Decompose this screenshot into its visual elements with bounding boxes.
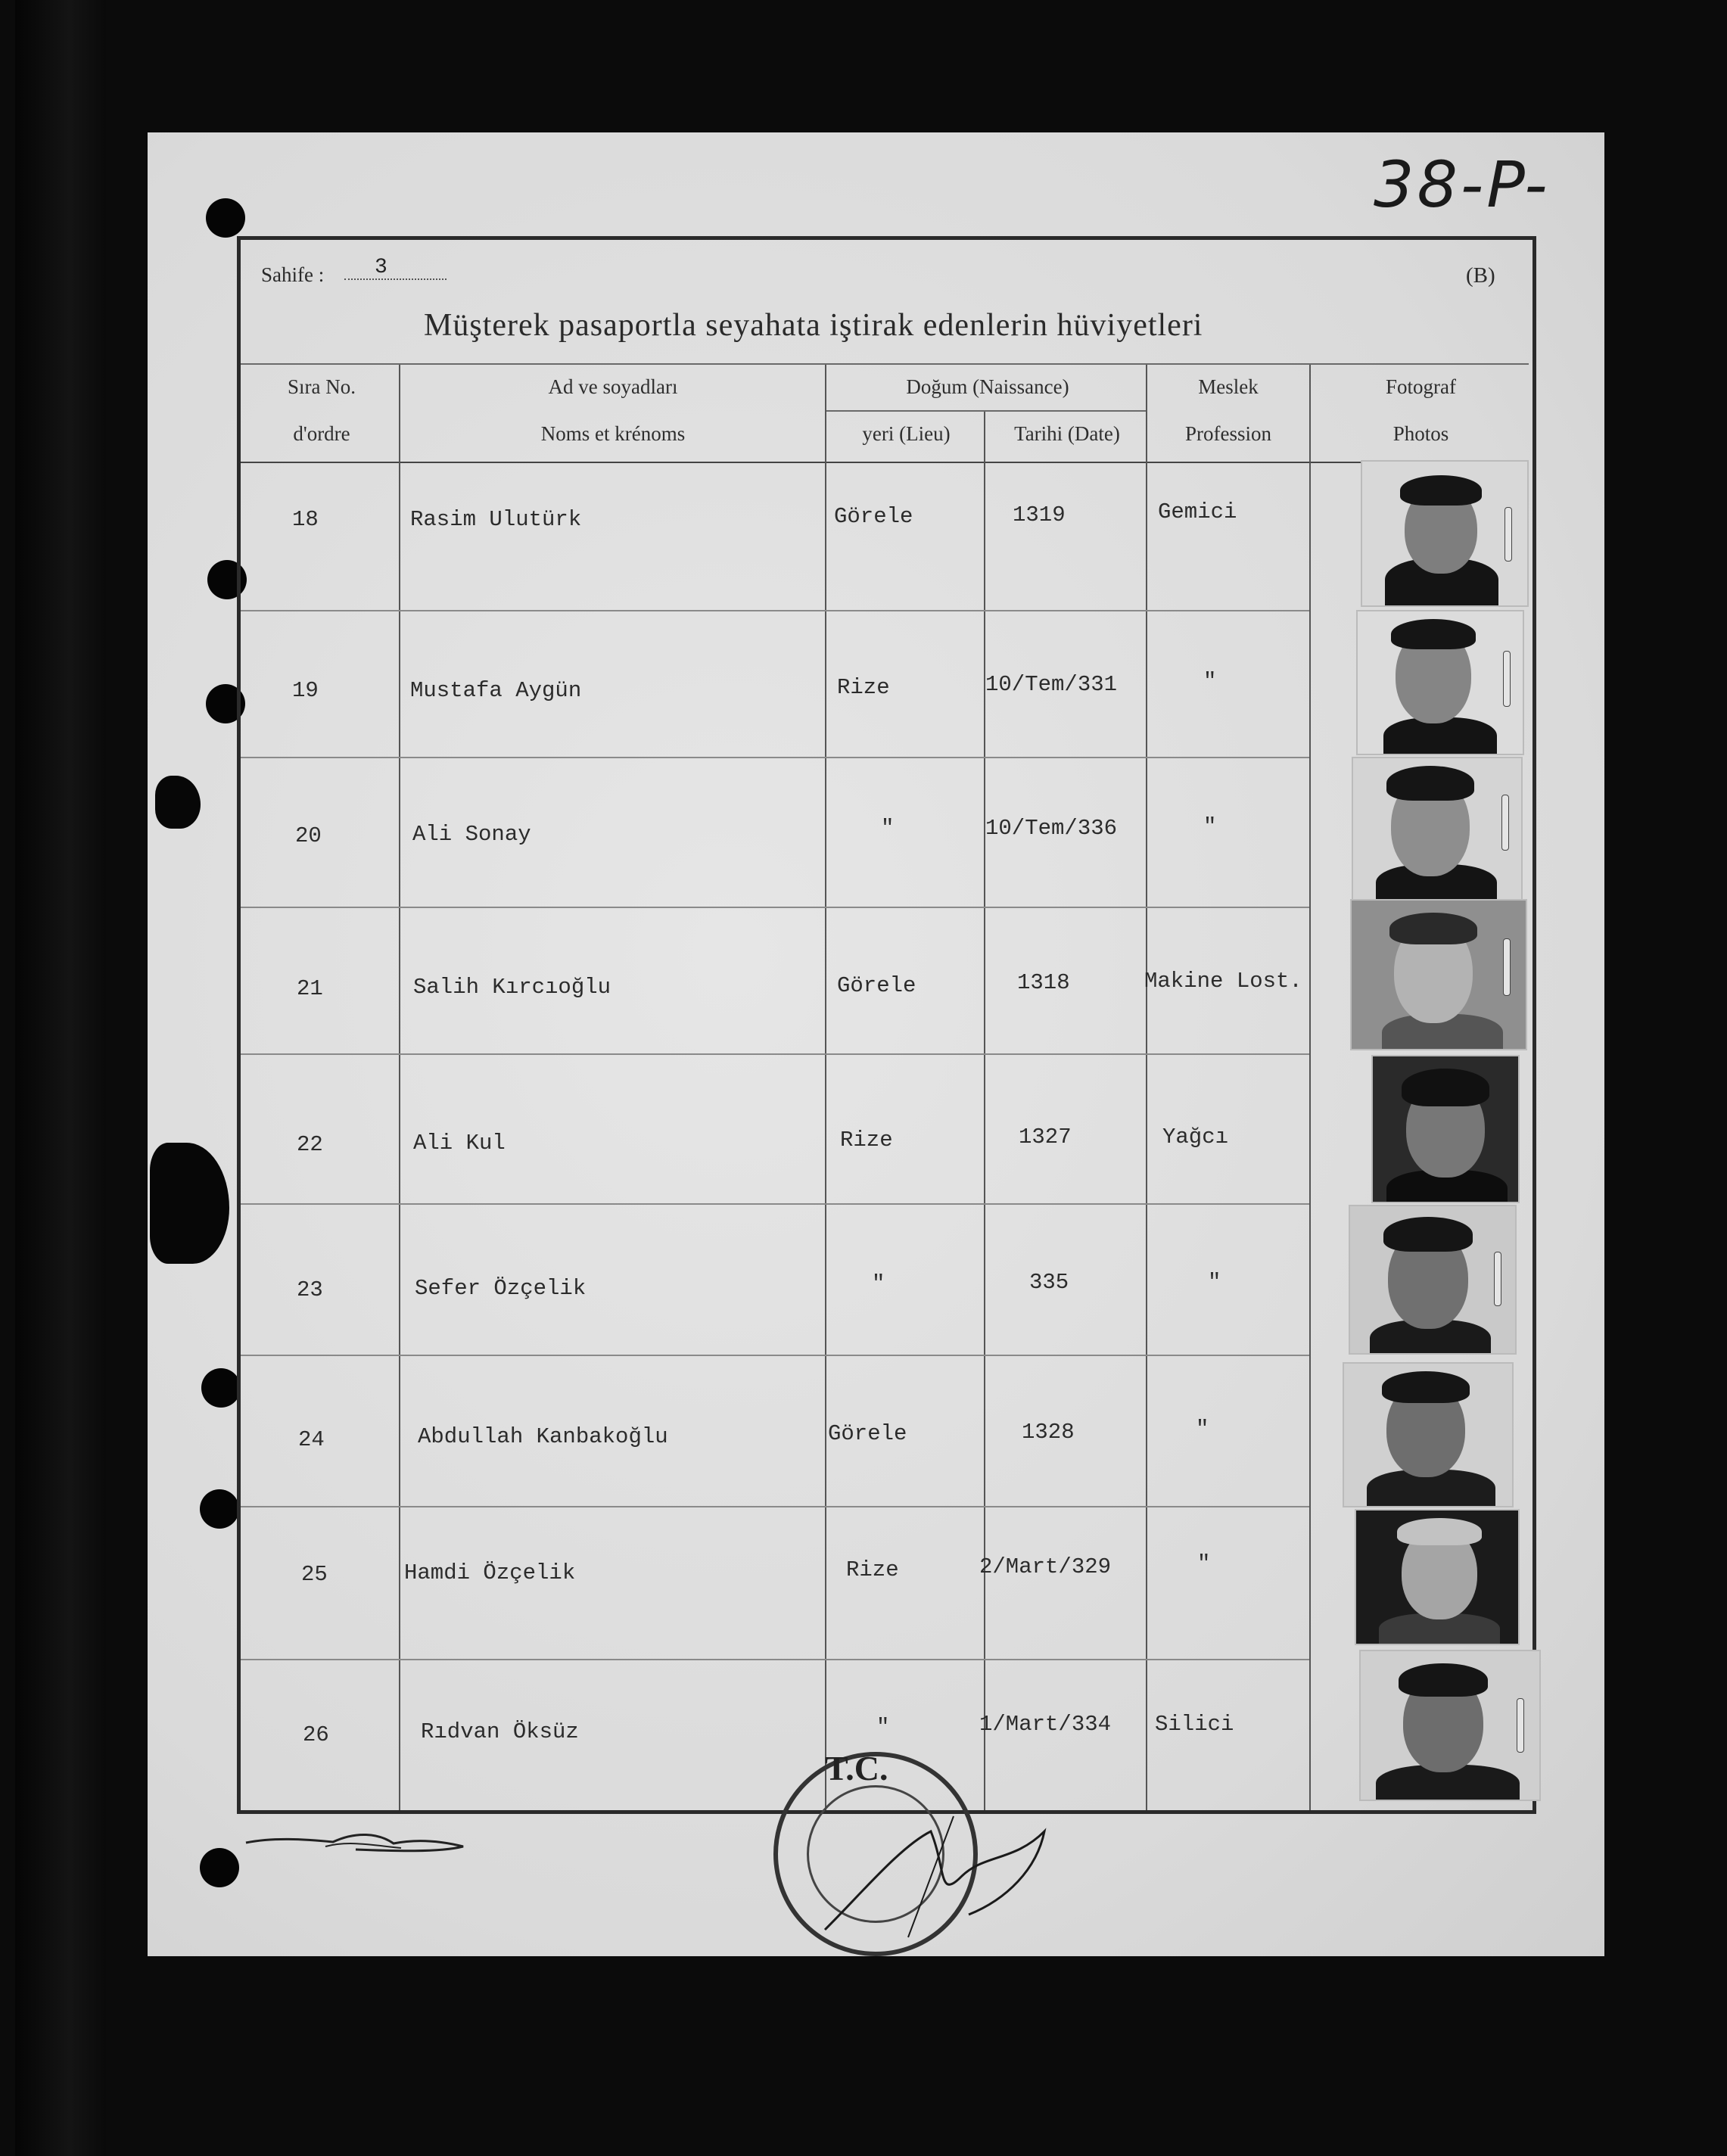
form-title: Müşterek pasaportla seyahata iştirak edenlerin hüviyetleri xyxy=(424,308,1203,343)
row-rule xyxy=(241,907,1309,908)
column-rule xyxy=(1146,365,1147,1810)
row-19-name: Mustafa Aygün xyxy=(410,678,582,703)
column-rule xyxy=(825,365,826,1810)
column-rule xyxy=(1309,365,1311,1810)
row-21-name: Salih Kırcıoğlu xyxy=(413,975,611,1000)
row-24-number: 24 xyxy=(298,1427,325,1452)
row-23-name: Sefer Özçelik xyxy=(415,1276,587,1301)
signature-right xyxy=(817,1801,1060,1952)
row-18-name: Rasim Ulutürk xyxy=(410,507,582,532)
row-18-profession: Gemici xyxy=(1158,499,1237,524)
row-rule xyxy=(241,1506,1309,1507)
row-26-profession: Silici xyxy=(1155,1712,1234,1737)
punch-hole xyxy=(206,198,245,238)
row-18-date: 1319 xyxy=(1013,502,1066,527)
row-24-place: Görele xyxy=(828,1421,907,1446)
header-birth: Doğum (Naissance) xyxy=(906,375,1069,398)
row-20-place: " xyxy=(881,816,895,841)
row-23-place: " xyxy=(872,1271,885,1296)
row-23-photo xyxy=(1349,1205,1517,1355)
row-19-number: 19 xyxy=(292,678,319,703)
row-21-place: Görele xyxy=(837,973,916,998)
row-20-photo xyxy=(1352,757,1523,905)
header-place: yeri (Lieu) xyxy=(862,422,951,445)
row-26-place: " xyxy=(876,1715,890,1740)
scan-border xyxy=(15,0,106,2156)
row-22-number: 22 xyxy=(297,1132,323,1157)
row-25-number: 25 xyxy=(301,1562,328,1587)
row-rule xyxy=(241,1203,1309,1205)
row-25-profession: " xyxy=(1197,1551,1211,1576)
row-rule xyxy=(241,1355,1309,1356)
row-21-profession: Makine Lost. xyxy=(1144,969,1302,994)
row-20-number: 20 xyxy=(295,823,322,848)
column-rule xyxy=(399,365,400,1810)
row-24-profession: " xyxy=(1196,1417,1209,1442)
row-22-profession: Yağcı xyxy=(1162,1125,1229,1150)
header-order-fr: d'ordre xyxy=(293,422,350,445)
header-photo-fr: Photos xyxy=(1392,422,1449,445)
row-26-date: 1/Mart/334 xyxy=(979,1712,1112,1737)
row-19-date: 10/Tem/331 xyxy=(985,672,1118,697)
row-rule xyxy=(241,1053,1309,1055)
row-19-place: Rize xyxy=(837,675,890,700)
header-bottom-rule xyxy=(241,462,1529,463)
header-name-fr: Noms et krénoms xyxy=(540,422,686,445)
header-profession-fr: Profession xyxy=(1185,422,1271,445)
signature-left xyxy=(242,1824,469,1862)
row-20-date: 10/Tem/336 xyxy=(985,816,1118,841)
row-22-date: 1327 xyxy=(1019,1125,1072,1150)
row-19-profession: " xyxy=(1203,669,1217,694)
row-rule xyxy=(241,1659,1309,1660)
row-25-place: Rize xyxy=(846,1557,899,1582)
page-dotted-line xyxy=(344,278,447,280)
row-23-profession: " xyxy=(1208,1270,1221,1295)
row-18-photo xyxy=(1361,460,1529,607)
row-22-photo xyxy=(1371,1055,1520,1203)
row-23-date: 335 xyxy=(1029,1270,1069,1295)
row-22-name: Ali Kul xyxy=(413,1131,506,1156)
row-rule xyxy=(241,610,1309,611)
punch-hole xyxy=(200,1848,239,1887)
row-21-photo xyxy=(1350,899,1527,1050)
row-24-name: Abdullah Kanbakoğlu xyxy=(418,1424,668,1449)
row-22-place: Rize xyxy=(840,1128,893,1153)
page-label: Sahife : xyxy=(261,263,325,286)
reference-note: 38-P- xyxy=(1374,148,1551,222)
row-25-name: Hamdi Özçelik xyxy=(404,1560,576,1585)
row-rule xyxy=(241,757,1309,758)
header-profession-tr: Meslek xyxy=(1198,375,1259,398)
birth-subheader-rule xyxy=(826,410,1147,412)
header-top-rule xyxy=(241,363,1529,365)
punch-hole xyxy=(201,1368,241,1408)
punch-hole xyxy=(200,1489,239,1529)
row-26-number: 26 xyxy=(303,1722,329,1747)
row-25-photo xyxy=(1355,1509,1520,1645)
row-24-date: 1328 xyxy=(1022,1420,1075,1445)
seal-letters: T.C. xyxy=(825,1749,888,1787)
header-photo-tr: Fotograf xyxy=(1386,375,1456,398)
row-20-profession: " xyxy=(1203,814,1217,839)
row-21-number: 21 xyxy=(297,976,323,1001)
header-date: Tarihi (Date) xyxy=(1014,422,1120,445)
row-24-photo xyxy=(1343,1362,1514,1507)
row-26-photo xyxy=(1359,1650,1541,1801)
form-code: (B) xyxy=(1466,263,1495,288)
header-order-tr: Sıra No. xyxy=(288,375,356,398)
row-25-date: 2/Mart/329 xyxy=(979,1554,1112,1579)
header-name-tr: Ad ve soyadları xyxy=(548,375,678,398)
row-21-date: 1318 xyxy=(1017,970,1070,995)
row-20-name: Ali Sonay xyxy=(412,822,531,847)
row-26-name: Rıdvan Öksüz xyxy=(421,1719,579,1744)
row-18-number: 18 xyxy=(292,507,319,532)
row-18-place: Görele xyxy=(834,504,913,529)
page-number: 3 xyxy=(375,256,387,279)
row-19-photo xyxy=(1356,610,1524,755)
row-23-number: 23 xyxy=(297,1277,323,1302)
column-rule xyxy=(984,412,985,1810)
